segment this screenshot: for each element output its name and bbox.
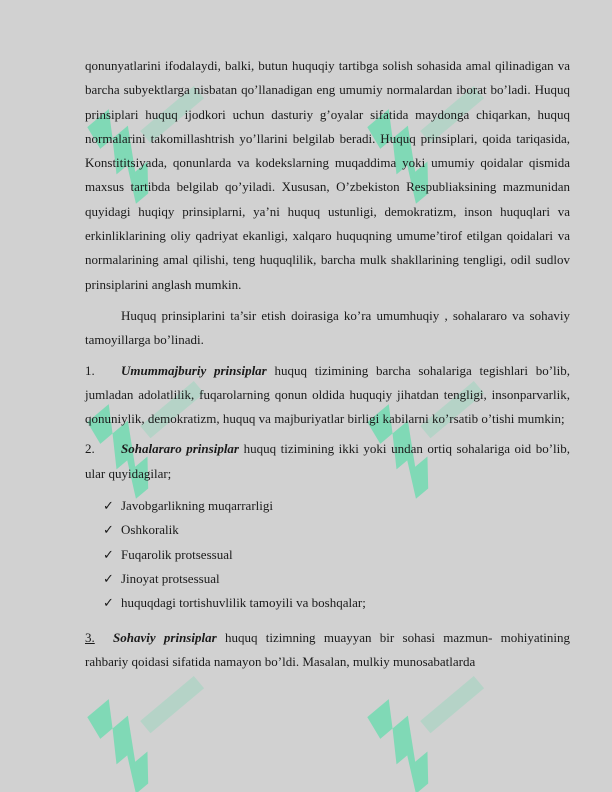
item-text: huquq tizimning muayyan bir sohasi mazmun- mohiyatining rahbariy qoidasi sifatida namayon bo’ldi. Masalan, mulkiy munosabatlarda (85, 629, 571, 669)
checkmark-icon: ✓ (103, 522, 114, 538)
item-number: 1. (85, 362, 95, 378)
checklist (85, 494, 570, 615)
paragraph-1: qonunyatlarini ifodalaydi, balki, butun huquqiy tartibga solish sohasida amal qilinadigan va barcha subyektlarga nisbatan qo’llanadigan eng umumiy normalardan iborat bo’ladi. Huquq prinsiplari huquq ijodkori uchun dasturiy g’oyalar sifatida maydonga chiqarkan, huquq normalarini takomillashtrish yo’llarini belgilab beradi. Huquq prinsiplari, qoida tariqasida, Konstititsiyada, qonunlarda va kodekslarning muqaddima yoki umumiy qoidalar qismida maxsus tartibda belgilab qo’yiladi. Xususan, O’zbekiston Respubliaksining mazmunidan quyidagi huqiqy prinsiplarni, ya’ni huquq ustunligi, demokratizm, inson huquqlari va erkinliklarining oliy qadriyat ekanligi, xalqaro huquqning umume’tirof etilgan qoidalari va normalarining amal qilishi, teng huquqlilik, barcha mulk shakllarining tengligi, odil sudlov prinsiplarini anglash mumkin. (85, 58, 570, 292)
principle-item-1 (85, 359, 570, 432)
item-title: Sohaviy prinsiplar (113, 629, 217, 645)
item-number: 2. (85, 441, 95, 457)
item-text: huquq tizimining ikki yoki undan ortiq sohalariga oid bo’lib, ular quyidagilar; (85, 441, 570, 481)
checkmark-icon: ✓ (103, 546, 114, 562)
principle-item-2 (85, 437, 570, 486)
checklist-item: ✓ Javobgarlikning muqarrarligi (103, 494, 570, 518)
principle-item-3 (85, 626, 570, 675)
item-title: Sohalararo prinsiplar (121, 441, 239, 457)
checklist-item: ✓ huquqdagi tortishuvlilik tamoyili va boshqalar; (103, 591, 570, 615)
document-body (85, 54, 570, 674)
checklist-item: ✓ Oshkoralik (103, 518, 570, 542)
checkmark-icon: ✓ (103, 498, 114, 514)
item-number: 3. (85, 629, 95, 645)
paragraph-2: Huquq prinsiplarini ta’sir etish doirasiga ko’ra umumhuqiy , sohalararo va sohaviy tamoyillarga bo’linadi. (85, 307, 570, 348)
checkmark-icon: ✓ (103, 595, 114, 611)
checkmark-icon: ✓ (103, 570, 114, 586)
item-text: huquq tizimining barcha sohalariga tegishlari bo’lib, jumladan adolatlilik, fuqarolarning qonun oldida huquqiy jihatdan tengligi, insonparvarlik, qonuniylik, demokratizm, huquq va majburiyatlar birligi kabilarni ko’rsatib o’tishi mumkin; (85, 362, 570, 427)
checklist-item: ✓ Fuqarolik protsessual (103, 543, 570, 567)
checklist-item: ✓ Jinoyat protsessual (103, 567, 570, 591)
item-title: Umummajburiy prinsiplar (121, 362, 267, 378)
